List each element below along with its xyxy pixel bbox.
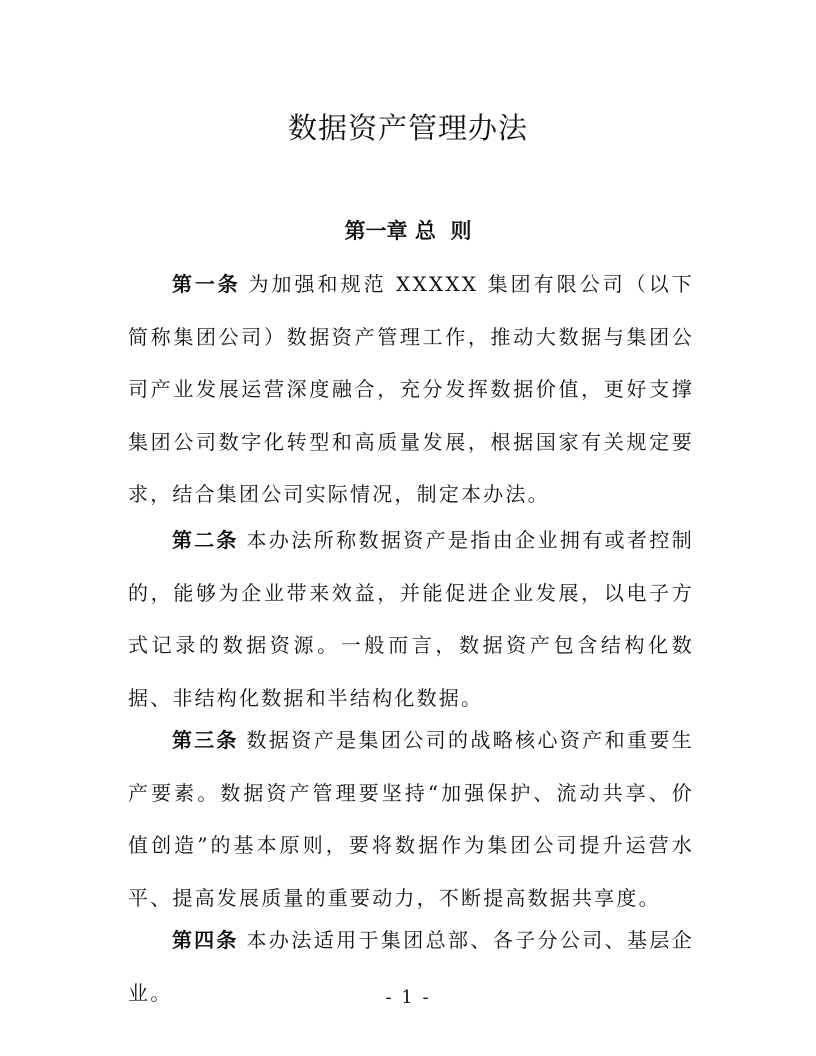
article-number: 第二条 — [172, 528, 239, 552]
article-text: 本办法适用于集团总部、各子分公司、基层企业。 — [128, 928, 695, 1005]
article-text: 数据资产是集团公司的战略核心资产和重要生产要素。数据资产管理要坚持“加强保护、流动共享、价值创造”的基本原则，要将数据作为集团公司提升运营水平、提高发展质量的重要动力，不断提高数据共享度。 — [128, 728, 695, 910]
article-text: 本办法所称数据资产是指由企业拥有或者控制的，能够为企业带来效益，并能促进企业发展，以电子方式记录的数据资源。一般而言，数据资产包含结构化数据、非结构化数据和半结构化数据。 — [128, 528, 695, 710]
article-paragraph — [128, 258, 694, 521]
chapter-heading: 第一章 总 则 — [344, 219, 472, 243]
article-number: 第四条 — [172, 928, 239, 952]
article-number: 第三条 — [172, 728, 239, 752]
article-paragraph — [128, 514, 694, 724]
article-text: 为加强和规范 XXXXX 集团有限公司（以下简称集团公司）数据资产管理工作，推动大数据与集团公司产业发展运营深度融合，充分发挥数据价值，更好支撑集团公司数字化转型和高质量发展，根据国家有关规定要求，结合集团公司实际情况，制定本办法。 — [128, 272, 695, 506]
article-paragraph — [128, 714, 694, 924]
article-number: 第一条 — [172, 272, 241, 296]
page-number: - 1 - — [385, 987, 431, 1008]
document-title: 数据资产管理办法 — [287, 111, 528, 145]
